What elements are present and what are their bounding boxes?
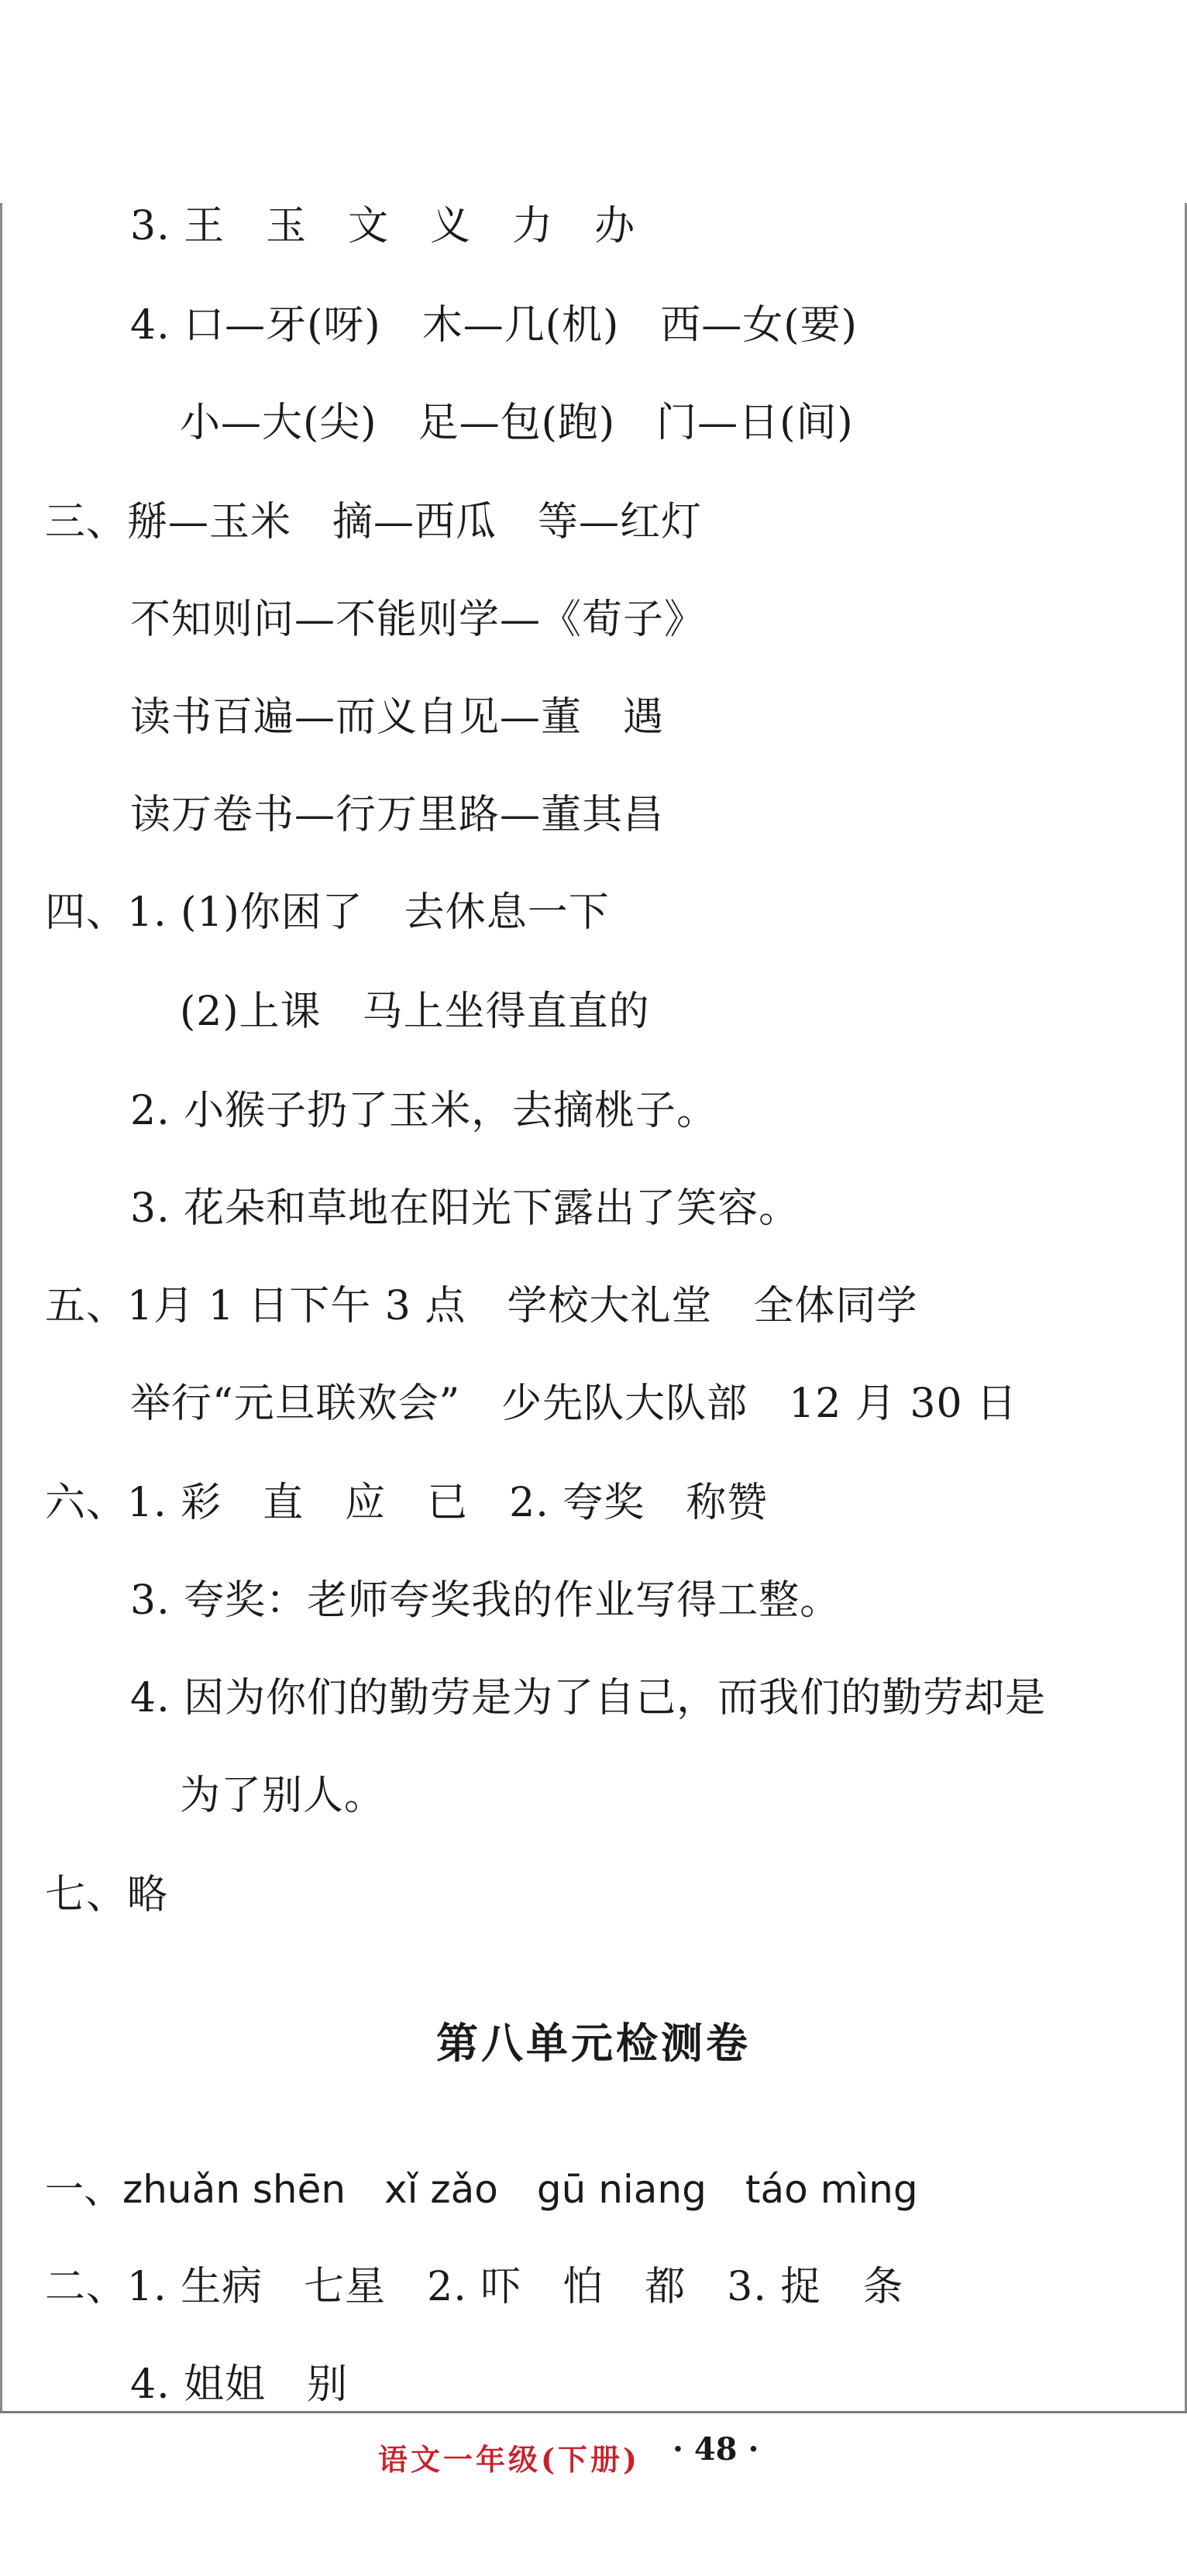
answer-line: 3. 花朵和草地在阳光下露出了笑容。 xyxy=(130,1185,800,1232)
answer-line: 四、1. (1)你困了 去休息一下 xyxy=(45,889,610,936)
answer-line: 三、掰—玉米 摘—西瓜 等—红灯 xyxy=(45,499,703,545)
answer-line: 为了别人。 xyxy=(180,1773,386,1819)
answer-line: 读万卷书—行万里路—董其昌 xyxy=(130,792,665,838)
footer-divider xyxy=(0,2411,1187,2413)
answer-line: 小—大(尖) 足—包(跑) 门—日(间) xyxy=(180,400,854,446)
footer-book-label: 语文一年级(下册) xyxy=(378,2442,640,2477)
answer-line: 3. 夸奖：老师夸奖我的作业写得工整。 xyxy=(130,1577,841,1624)
page-number: · 48 · xyxy=(673,2431,759,2468)
answer-line: 二、1. 生病 七星 2. 吓 怕 都 3. 捉 条 xyxy=(45,2264,904,2310)
answer-line: 六、1. 彩 直 应 已 2. 夸奖 称赞 xyxy=(45,1480,769,1526)
section-title: 第八单元检测卷 xyxy=(436,2019,751,2068)
answer-line: 4. 口—牙(呀) 木—几(机) 西—女(要) xyxy=(130,302,858,349)
answer-line: 五、1月 1 日下午 3 点 学校大礼堂 全体同学 xyxy=(45,1283,918,1329)
answer-line: (2)上课 马上坐得直直的 xyxy=(180,989,650,1035)
answer-line: 2. 小猴子扔了玉米，去摘桃子。 xyxy=(130,1088,718,1134)
answer-line: 举行“元旦联欢会” 少先队大队部 12 月 30 日 xyxy=(130,1381,1018,1427)
pinyin-answer-line: 一、zhuǎn shēn xǐ zǎo gū niang táo mìng xyxy=(45,2167,918,2212)
answer-line: 不知则问—不能则学—《荀子》 xyxy=(130,597,706,643)
answer-line: 七、略 xyxy=(45,1872,169,1918)
answer-line: 4. 姐姐 别 xyxy=(130,2361,349,2408)
answer-line: 读书百遍—而义自见—董 遇 xyxy=(130,694,665,741)
answer-line: 3. 王 玉 文 义 力 办 xyxy=(130,203,636,249)
answer-line: 4. 因为你们的勤劳是为了自己，而我们的勤劳却是 xyxy=(130,1675,1047,1721)
